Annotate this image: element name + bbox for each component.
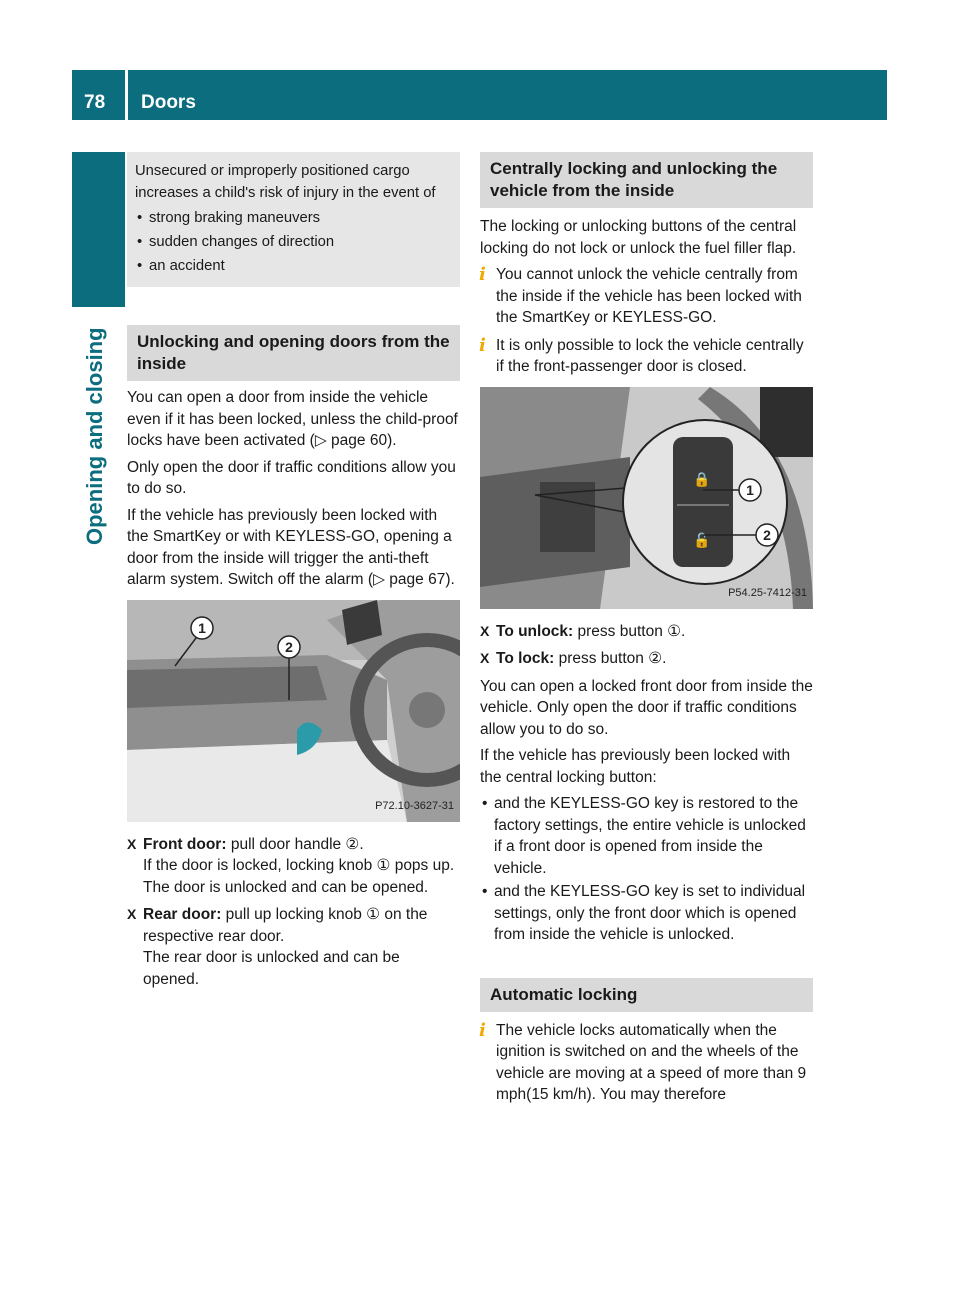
- step-detail: The rear door is unlocked and can be opened.: [143, 949, 400, 988]
- page-number: 78: [84, 92, 106, 113]
- heading-unlocking-doors: Unlocking and opening doors from the inside: [127, 325, 460, 381]
- step-lock: [480, 648, 813, 670]
- chapter-title: Opening and closing: [82, 327, 107, 545]
- door-interior-illustration: [127, 600, 460, 822]
- svg-text:🔒: 🔒: [693, 470, 711, 487]
- side-tab-block: [72, 152, 125, 307]
- warning-bullet: • sudden changes of direction: [135, 231, 450, 253]
- step-rear-door: [127, 904, 460, 990]
- door-handle-figure: [127, 600, 460, 822]
- paragraph: You can open a door from inside the vehicle even if it has been locked, unless the child-proof locks have been activated (▷ page 60).: [127, 389, 458, 449]
- warning-box: [127, 152, 460, 287]
- paragraph: You can open a locked front door from inside the vehicle. Only open the door if traffic conditions allow you to do so.: [480, 677, 813, 738]
- note-text: The vehicle locks automatically when the ignition is switched on and the wheels of the vehicle are moving at a speed of more than 9 mph(15 km/h). You may therefore: [496, 1021, 807, 1103]
- figure-callout-1: 1: [746, 481, 754, 498]
- figure-callout-1: 1: [198, 619, 206, 636]
- info-icon: i: [479, 334, 486, 356]
- paragraph: If the vehicle has previously been locked with the SmartKey or with KEYLESS-GO, opening a door from the inside will trigger the anti-theft alarm system. Switch off the alarm (▷ page 67).: [127, 506, 455, 588]
- left-column: [127, 152, 460, 996]
- svg-text:🔓: 🔓: [693, 531, 711, 548]
- warning-text: Unsecured or improperly positioned cargo increases a child's risk of injury in the event of: [135, 163, 436, 201]
- warning-bullet: • an accident: [135, 255, 450, 277]
- step-text: pull up locking knob ① on the respective rear door.: [143, 906, 428, 945]
- list-item: • and the KEYLESS-GO key is set to individual settings, only the front door which is opened from inside the vehicle is unlocked.: [480, 881, 813, 946]
- step-detail: If the door is locked, locking knob ① pops up. The door is unlocked and can be opened.: [143, 857, 455, 896]
- step-label: Rear door:: [143, 906, 222, 923]
- info-note: [480, 264, 813, 329]
- step-text: pull door handle ②.: [226, 835, 364, 853]
- list-item: • and the KEYLESS-GO key is restored to the factory settings, the entire vehicle is unlocked if a front door is opened from inside the vehicle.: [480, 793, 813, 879]
- central-locking-figure: [480, 387, 813, 609]
- paragraph: The locking or unlocking buttons of the central locking do not lock or unlock the fuel filler flap.: [480, 218, 797, 257]
- header-divider: [125, 70, 128, 120]
- figure-callout-2: 2: [763, 526, 771, 543]
- step-label: To unlock:: [496, 622, 574, 640]
- figure-callout-2: 2: [285, 638, 293, 655]
- info-icon: i: [479, 264, 486, 285]
- figure-code: P72.10-3627-31: [375, 800, 454, 812]
- info-note: [480, 335, 813, 378]
- note-text: You cannot unlock the vehicle centrally from the inside if the vehicle has been locked with the SmartKey or KEYLESS-GO.: [496, 266, 802, 326]
- step-label: Front door:: [143, 835, 227, 853]
- heading-central-locking: Centrally locking and unlocking the vehicle from the inside: [480, 152, 813, 208]
- info-note: [480, 1020, 813, 1106]
- note-text: It is only possible to lock the vehicle centrally if the front-passenger door is closed.: [496, 336, 804, 375]
- section-title: Doors: [141, 92, 196, 113]
- warning-bullet: • strong braking maneuvers: [135, 207, 450, 229]
- step-unlock: [480, 621, 813, 643]
- paragraph: If the vehicle has previously been locked with the central locking button:: [480, 747, 791, 786]
- lock-button-illustration: [480, 387, 813, 609]
- step-label: To lock:: [496, 650, 555, 667]
- step-front-door: [127, 834, 460, 899]
- paragraph: Only open the door if traffic conditions allow you to do so.: [127, 458, 456, 497]
- heading-automatic-locking: Automatic locking: [480, 978, 813, 1012]
- info-icon: i: [479, 1019, 486, 1041]
- step-text: press button ②.: [554, 650, 667, 667]
- step-text: press button ①.: [573, 622, 686, 640]
- figure-code: P54.25-7412-31: [728, 587, 807, 599]
- right-column: [480, 152, 813, 1112]
